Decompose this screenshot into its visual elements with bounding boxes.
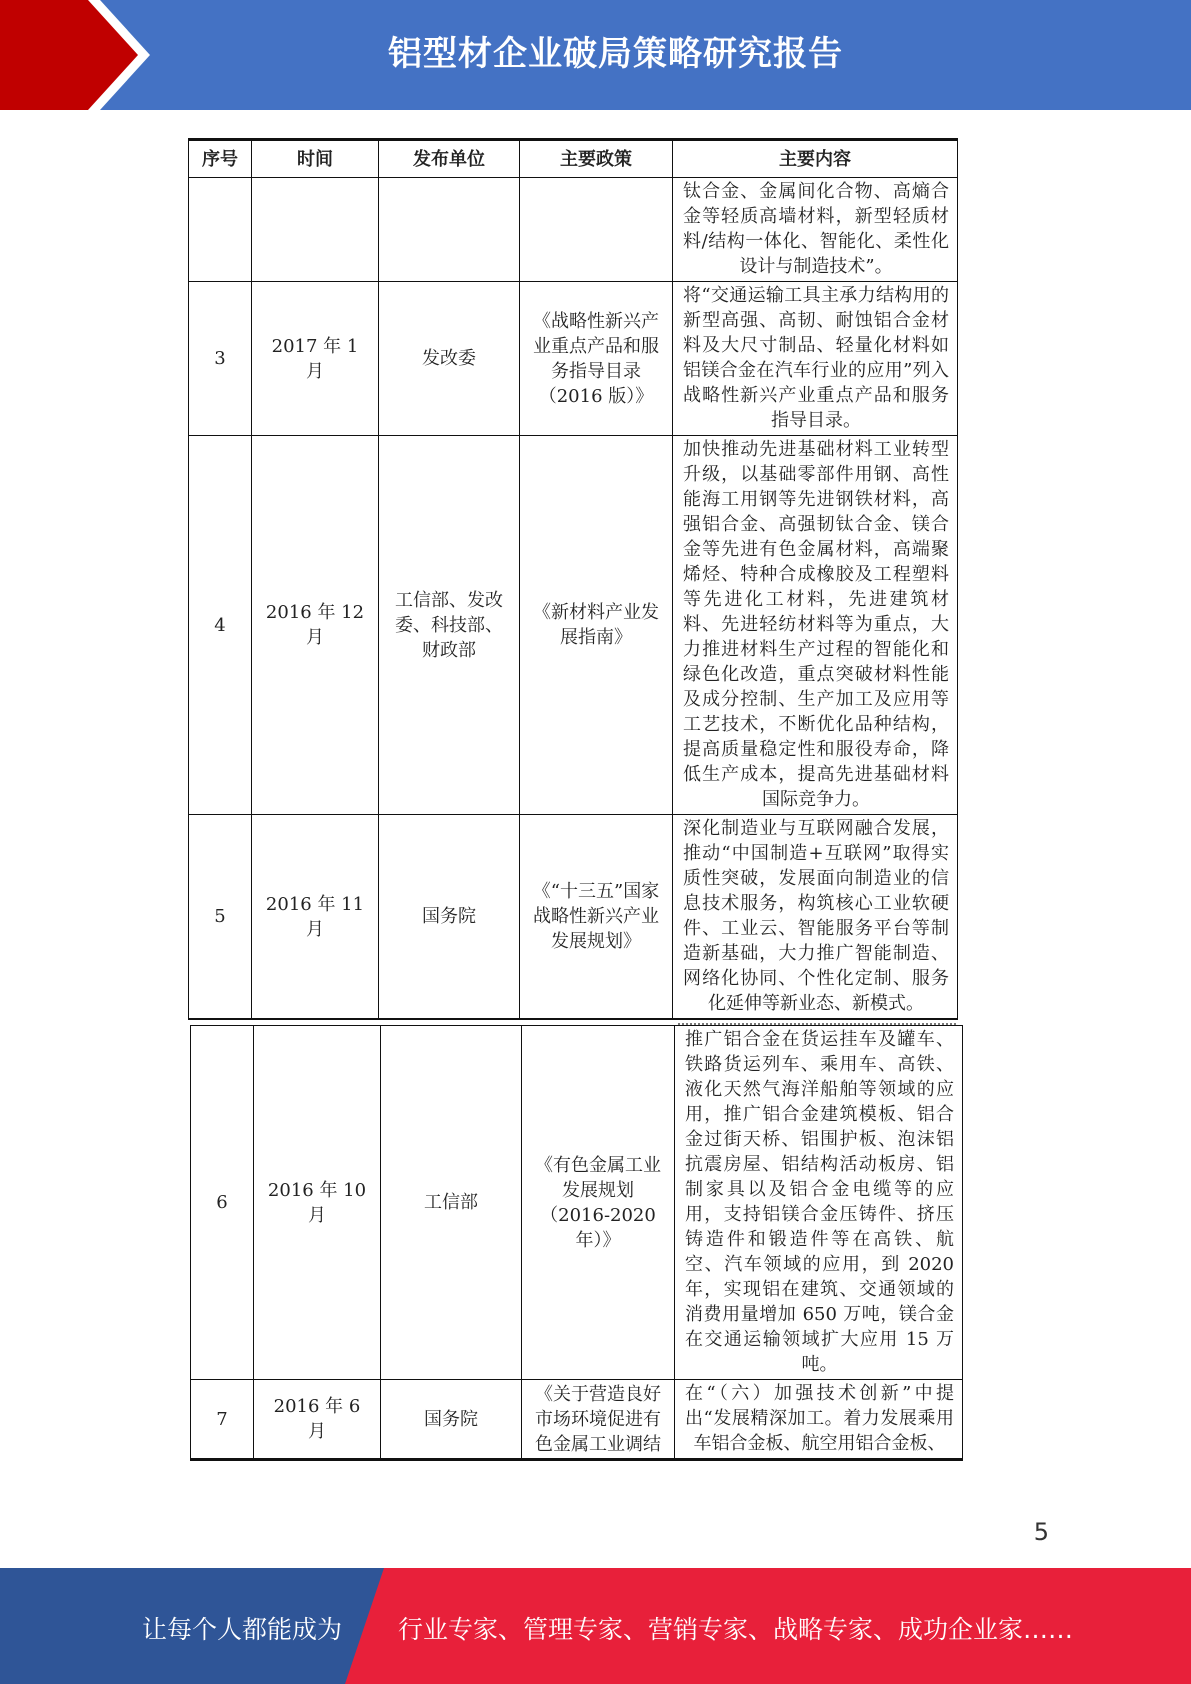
row-issuer: 国务院 bbox=[381, 1380, 522, 1460]
policy-table-part-2 bbox=[190, 1025, 963, 1461]
row-content: 钛合金、金属间化合物、高熵合金等轻质高墙材料，新型轻质材料/结构一体化、智能化、柔性化设计与制造技术”。 bbox=[673, 178, 958, 282]
col-header-policy: 主要政策 bbox=[520, 140, 673, 178]
row-date bbox=[252, 178, 379, 282]
row-policy bbox=[520, 178, 673, 282]
row-issuer: 工信部、发改委、科技部、财政部 bbox=[379, 436, 520, 815]
row-policy: 《新材料产业发展指南》 bbox=[520, 436, 673, 815]
policy-table-part-1 bbox=[188, 138, 958, 1020]
row-content: 推广铝合金在货运挂车及罐车、铁路货运列车、乘用车、高铁、液化天然气海洋船舶等领域的应用，推广铝合金建筑模板、铝合金过街天桥、铝围护板、泡沫铝抗震房屋、铝结构活动板房、铝制家具以及铝合金电缆等的应用，支持铝镁合金压铸件、挤压铸造件和锻造件等在高铁、航空、汽车领域的应用，到 2020 年，实现铝在建筑、交通领域的消费用量增加 650 万吨，镁合金在交通运输领域扩大应用 15 万吨。 bbox=[675, 1026, 963, 1380]
row-issuer: 发改委 bbox=[379, 282, 520, 436]
row-no: 3 bbox=[189, 282, 252, 436]
footer-slogan-left: 让每个人都能成为 bbox=[142, 1615, 343, 1644]
table-row bbox=[189, 282, 958, 436]
row-content: 在“（六）加强技术创新”中提出“发展精深加工。着力发展乘用车铝合金板、航空用铝合金板、 bbox=[675, 1380, 963, 1460]
table-header-row bbox=[189, 140, 958, 178]
row-no: 6 bbox=[191, 1026, 254, 1380]
page-number: 5 bbox=[1033, 1518, 1049, 1546]
row-date: 2016 年 10 月 bbox=[254, 1026, 381, 1380]
col-header-content: 主要内容 bbox=[673, 140, 958, 178]
table-row bbox=[189, 436, 958, 815]
table-row bbox=[189, 815, 958, 1020]
row-issuer: 工信部 bbox=[381, 1026, 522, 1380]
col-header-date: 时间 bbox=[252, 140, 379, 178]
row-no bbox=[189, 178, 252, 282]
row-no: 7 bbox=[191, 1380, 254, 1460]
row-issuer: 国务院 bbox=[379, 815, 520, 1020]
row-no: 4 bbox=[189, 436, 252, 815]
row-content: 将“交通运输工具主承力结构用的新型高强、高韧、耐蚀铝合金材料及大尺寸制品、轻量化材料如铝镁合金在汽车行业的应用”列入战略性新兴产业重点产品和服务指导目录。 bbox=[673, 282, 958, 436]
row-date: 2016 年 11 月 bbox=[252, 815, 379, 1020]
report-title: 铝型材企业破局策略研究报告 bbox=[388, 34, 843, 74]
footer-slogan-right: 行业专家、管理专家、营销专家、战略专家、成功企业家…… bbox=[398, 1615, 1074, 1644]
row-content: 深化制造业与互联网融合发展，推动“中国制造+互联网”取得实质性突破，发展面向制造业的信息技术服务，构筑核心工业软硬件、工业云、智能服务平台等制造新基础，大力推广智能制造、网络化协同、个性化定制、服务化延伸等新业态、新模式。 bbox=[673, 815, 958, 1020]
table-row bbox=[189, 178, 958, 282]
row-policy: 《关于营造良好市场环境促进有色金属工业调结 bbox=[522, 1380, 675, 1460]
col-header-issuer: 发布单位 bbox=[379, 140, 520, 178]
row-content: 加快推动先进基础材料工业转型升级，以基础零部件用钢、高性能海工用钢等先进钢铁材料，高强铝合金、高强韧钛合金、镁合金等先进有色金属材料，高端聚烯烃、特种合成橡胶及工程塑料等先进化工材料，先进建筑材料、先进轻纺材料等为重点，大力推进材料生产过程的智能化和绿色化改造，重点突破材料性能及成分控制、生产加工及应用等工艺技术，不断优化品种结构，提高质量稳定性和服役寿命，降低生产成本，提高先进基础材料国际竞争力。 bbox=[673, 436, 958, 815]
row-policy: 《“十三五”国家战略性新兴产业发展规划》 bbox=[520, 815, 673, 1020]
col-header-no: 序号 bbox=[189, 140, 252, 178]
row-issuer bbox=[379, 178, 520, 282]
footer-banner bbox=[0, 1568, 1191, 1684]
row-policy: 《有色金属工业发展规划（2016-2020 年）》 bbox=[522, 1026, 675, 1380]
header-banner bbox=[0, 0, 1191, 110]
row-date: 2016 年 12 月 bbox=[252, 436, 379, 815]
table-row bbox=[191, 1026, 963, 1380]
row-no: 5 bbox=[189, 815, 252, 1020]
table-row bbox=[191, 1380, 963, 1460]
row-policy: 《战略性新兴产业重点产品和服务指导目录（2016 版）》 bbox=[520, 282, 673, 436]
row-date: 2016 年 6 月 bbox=[254, 1380, 381, 1460]
row-date: 2017 年 1 月 bbox=[252, 282, 379, 436]
